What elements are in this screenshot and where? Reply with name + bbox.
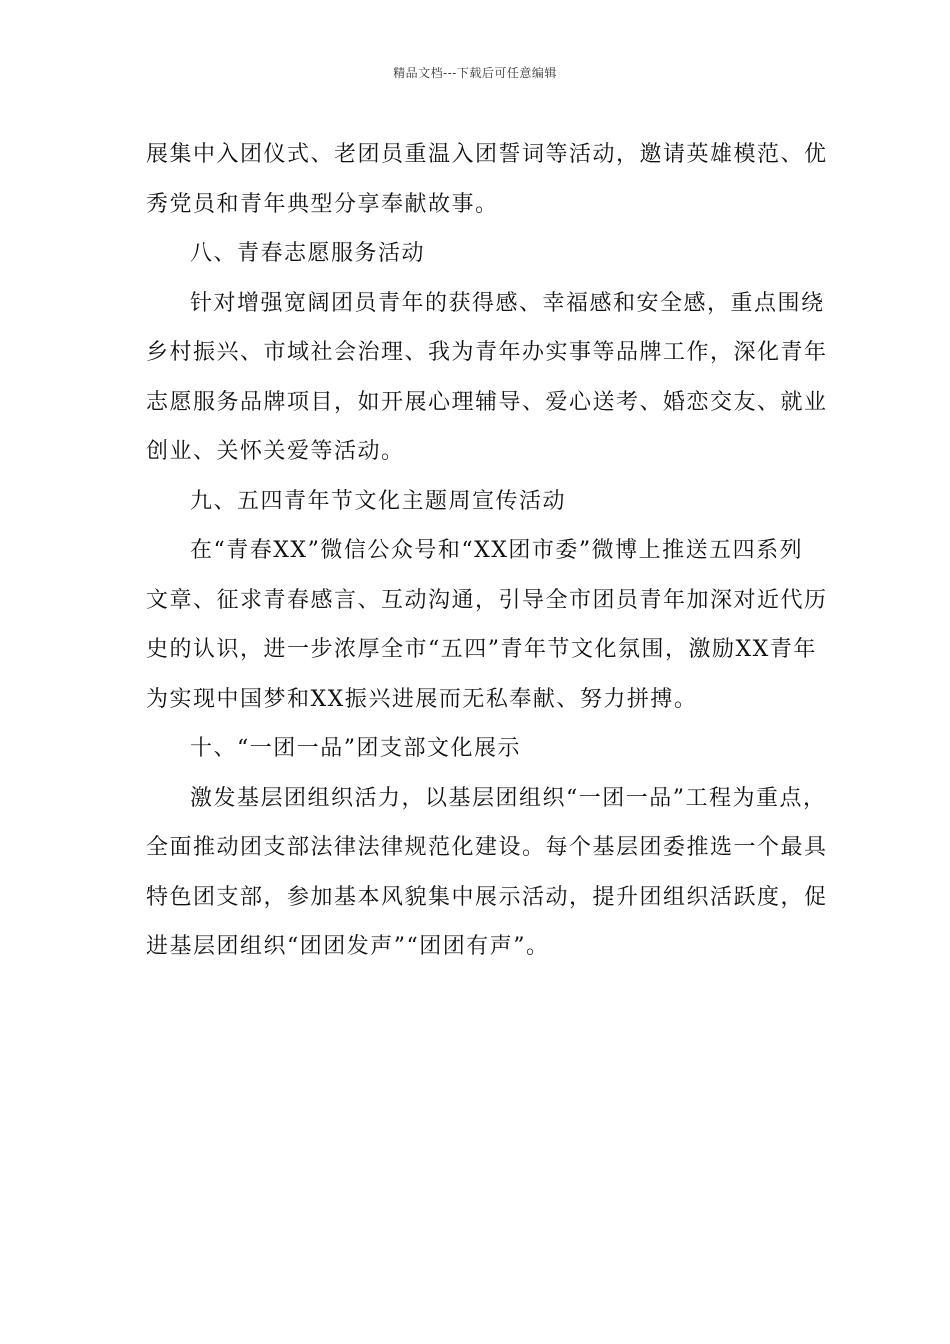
paragraph-line: 激发基层团组织活力，以基层团组织“一团一品”工程为重点， — [190, 785, 827, 811]
section-heading-9: 九、五四青年节文化主题周宣传活动 — [190, 488, 567, 514]
paragraph-line: 乡村振兴、市域社会治理、我为青年办实事等品牌工作，深化青年 — [146, 340, 828, 365]
paragraph-line: 进基层团组织“团团发声”“团团有声”。 — [146, 934, 550, 959]
paragraph-line: 特色团支部，参加基本风貌集中展示活动，提升团组织活跃度，促 — [146, 884, 828, 910]
paragraph-line: 全面推动团支部法律法律规范化建设。每个基层团委推选一个最具 — [146, 835, 828, 860]
paragraph-line: 针对增强宽阔团员青年的获得感、幸福感和安全感，重点围绕 — [190, 290, 825, 316]
paragraph-line: 史的认识，进一步浓厚全市“五四”青年节文化氛围，激励XX青年 — [146, 637, 817, 662]
section-heading-8: 八、青春志愿服务活动 — [190, 241, 426, 266]
document-body — [146, 130, 826, 972]
paragraph-line: 秀党员和青年典型分享奉献故事。 — [146, 191, 499, 217]
page-header: 精品文档---下载后可任意编辑 — [393, 66, 557, 80]
paragraph-line: 志愿服务品牌项目，如开展心理辅导、爱心送考、婚恋交友、就业 — [146, 389, 828, 415]
paragraph-line: 文章、征求青春感言、互动沟通，引导全市团员青年加深对近代历 — [146, 587, 828, 613]
paragraph-line: 在“青春XX”微信公众号和“XX团市委”微博上推送五四系列 — [190, 538, 804, 563]
paragraph-line: 创业、关怀关爱等活动。 — [146, 439, 405, 464]
paragraph-line: 展集中入团仪式、老团员重温入团誓词等活动，邀请英雄模范、优 — [146, 142, 828, 167]
section-heading-10: 十、“一团一品”团支部文化展示 — [190, 736, 521, 761]
paragraph-line: 为实现中国梦和XX振兴进展而无私奉献、努力拼搏。 — [146, 686, 698, 712]
